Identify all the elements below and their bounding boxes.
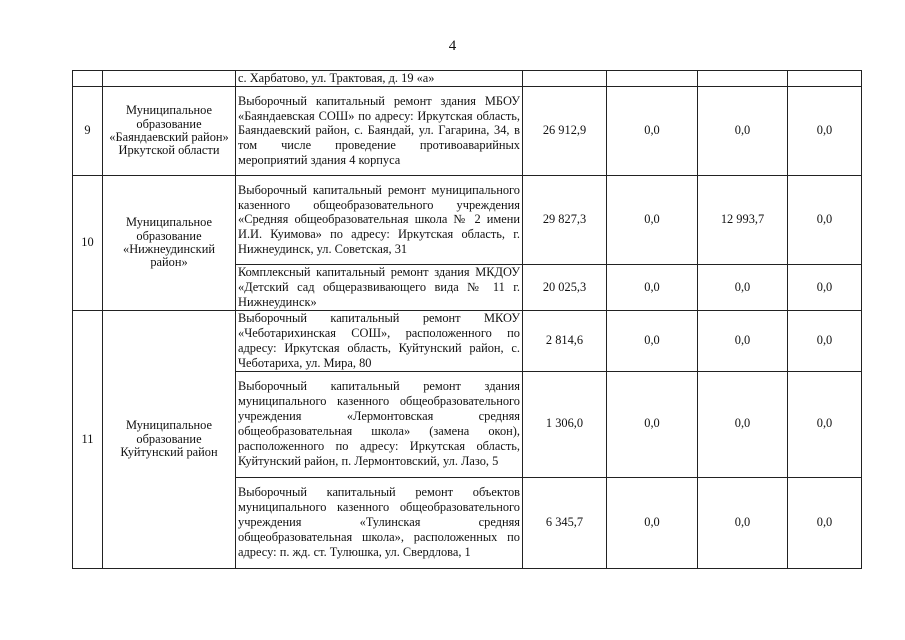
municipality-cell: Муниципальное образование Куйтунский район bbox=[103, 310, 236, 568]
value-cell bbox=[607, 71, 698, 87]
value-cell: 12 993,7 bbox=[698, 175, 788, 264]
value-cell: 0,0 bbox=[607, 264, 698, 310]
value-cell: 0,0 bbox=[788, 175, 862, 264]
value-cell: 0,0 bbox=[607, 477, 698, 568]
value-cell: 26 912,9 bbox=[523, 86, 607, 175]
value-cell: 0,0 bbox=[607, 371, 698, 477]
row-number: 9 bbox=[73, 86, 103, 175]
value-cell: 0,0 bbox=[698, 86, 788, 175]
value-cell: 0,0 bbox=[607, 310, 698, 371]
description-cell: с. Харбатово, ул. Трактовая, д. 19 «а» bbox=[236, 71, 523, 87]
page-number: 4 bbox=[448, 38, 457, 54]
municipality-cell bbox=[103, 71, 236, 87]
table-row bbox=[73, 86, 862, 175]
value-cell bbox=[523, 71, 607, 87]
table-row bbox=[73, 175, 862, 264]
table-row bbox=[73, 310, 862, 371]
value-cell: 0,0 bbox=[788, 477, 862, 568]
municipality-cell: Муниципальное образование «Баяндаевский район» Иркутской области bbox=[103, 86, 236, 175]
value-cell: 0,0 bbox=[788, 86, 862, 175]
funding-table bbox=[72, 70, 862, 569]
row-number: 11 bbox=[73, 310, 103, 568]
value-cell: 1 306,0 bbox=[523, 371, 607, 477]
description-cell: Комплексный капитальный ремонт здания МКДОУ «Детский сад общеразвивающего вида № 11 г. Нижнеудинск» bbox=[236, 264, 523, 310]
value-cell: 0,0 bbox=[788, 371, 862, 477]
municipality-cell: Муниципальное образование «Нижнеудинский район» bbox=[103, 175, 236, 310]
value-cell: 6 345,7 bbox=[523, 477, 607, 568]
value-cell: 0,0 bbox=[788, 264, 862, 310]
table-row bbox=[73, 71, 862, 87]
value-cell: 0,0 bbox=[698, 310, 788, 371]
value-cell: 29 827,3 bbox=[523, 175, 607, 264]
value-cell: 0,0 bbox=[788, 310, 862, 371]
description-cell: Выборочный капитальный ремонт объектов муниципального казенного общеобразовательного учреждения «Тулинская средняя общеобразовательная школа», расположенных по адресу: п. жд. ст. Тулюшка, ул. Свердлова, 1 bbox=[236, 477, 523, 568]
value-cell bbox=[698, 71, 788, 87]
value-cell: 20 025,3 bbox=[523, 264, 607, 310]
value-cell: 0,0 bbox=[698, 264, 788, 310]
number-cell bbox=[73, 71, 103, 87]
value-cell: 2 814,6 bbox=[523, 310, 607, 371]
value-cell: 0,0 bbox=[698, 477, 788, 568]
row-number: 10 bbox=[73, 175, 103, 310]
description-cell: Выборочный капитальный ремонт здания муниципального казенного общеобразовательного учреждения «Лермонтовская средняя общеобразовательная школа» (замена окон), расположенного по адресу: Иркутская область, Куйтунский район, п. Лермонтовский, ул. Лазо, 5 bbox=[236, 371, 523, 477]
description-cell: Выборочный капитальный ремонт здания МБОУ «Баяндаевская СОШ» по адресу: Иркутская область, Баяндаевский район, с. Баяндай, ул. Гагарина, 34, в том числе проведение противоаварийных мероприятий здания 4 корпуса bbox=[236, 86, 523, 175]
description-cell: Выборочный капитальный ремонт МКОУ «Чеботарихинская СОШ», расположенного по адресу: Иркутская область, Куйтунский район, с. Чеботариха, ул. Мира, 80 bbox=[236, 310, 523, 371]
description-cell: Выборочный капитальный ремонт муниципального казенного общеобразовательного учреждения «Средняя общеобразовательная школа № 2 имени И.И. Куимова» по адресу: Иркутская область, г. Нижнеудинск, ул. Советская, 31 bbox=[236, 175, 523, 264]
value-cell: 0,0 bbox=[607, 86, 698, 175]
value-cell bbox=[788, 71, 862, 87]
value-cell: 0,0 bbox=[607, 175, 698, 264]
value-cell: 0,0 bbox=[698, 371, 788, 477]
